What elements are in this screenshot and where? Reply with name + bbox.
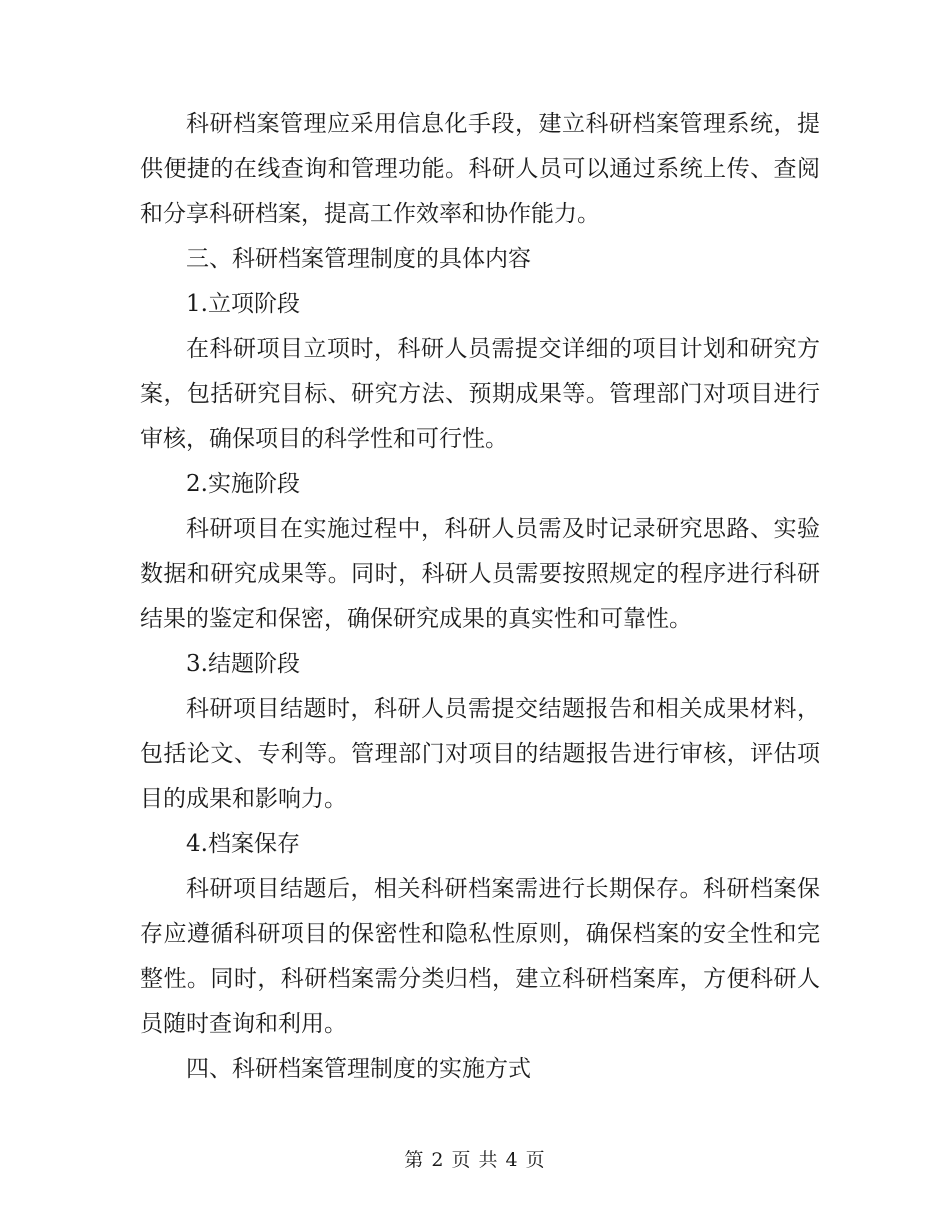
page-number-footer: 第 2 页 共 4 页 <box>404 1149 546 1171</box>
paragraph-information-system: 科研档案管理应采用信息化手段，建立科研档案管理系统，提供便捷的在线查询和管理功能。科研人员可以通过系统上传、查阅和分享科研档案，提高工作效率和协作能力。 <box>140 111 820 227</box>
section-heading-three: 三、科研档案管理制度的具体内容 <box>186 246 531 272</box>
paragraph-completion: 科研项目结题时，科研人员需提交结题报告和相关成果材料，包括论文、专利等。管理部门对项目的结题报告进行审核，评估项目的成果和影响力。 <box>140 696 820 812</box>
section-heading-four: 四、科研档案管理制度的实施方式 <box>186 1056 531 1082</box>
subheading-implementation: 2.实施阶段 <box>186 471 300 497</box>
paragraph-archive-storage: 科研项目结题后，相关科研档案需进行长期保存。科研档案保存应遵循科研项目的保密性和隐私性原则，确保档案的安全性和完整性。同时，科研档案需分类归档，建立科研档案库，方便科研人员随时查询和利用。 <box>140 876 820 1037</box>
paragraph-project-approval: 在科研项目立项时，科研人员需提交详细的项目计划和研究方案，包括研究目标、研究方法、预期成果等。管理部门对项目进行审核，确保项目的科学性和可行性。 <box>140 336 820 452</box>
subheading-completion: 3.结题阶段 <box>186 651 300 677</box>
document-body <box>140 102 820 1092</box>
subheading-archive-storage: 4.档案保存 <box>186 831 300 857</box>
paragraph-implementation: 科研项目在实施过程中，科研人员需及时记录研究思路、实验数据和研究成果等。同时，科研人员需要按照规定的程序进行科研结果的鉴定和保密，确保研究成果的真实性和可靠性。 <box>140 516 820 632</box>
subheading-project-approval: 1.立项阶段 <box>186 291 300 317</box>
